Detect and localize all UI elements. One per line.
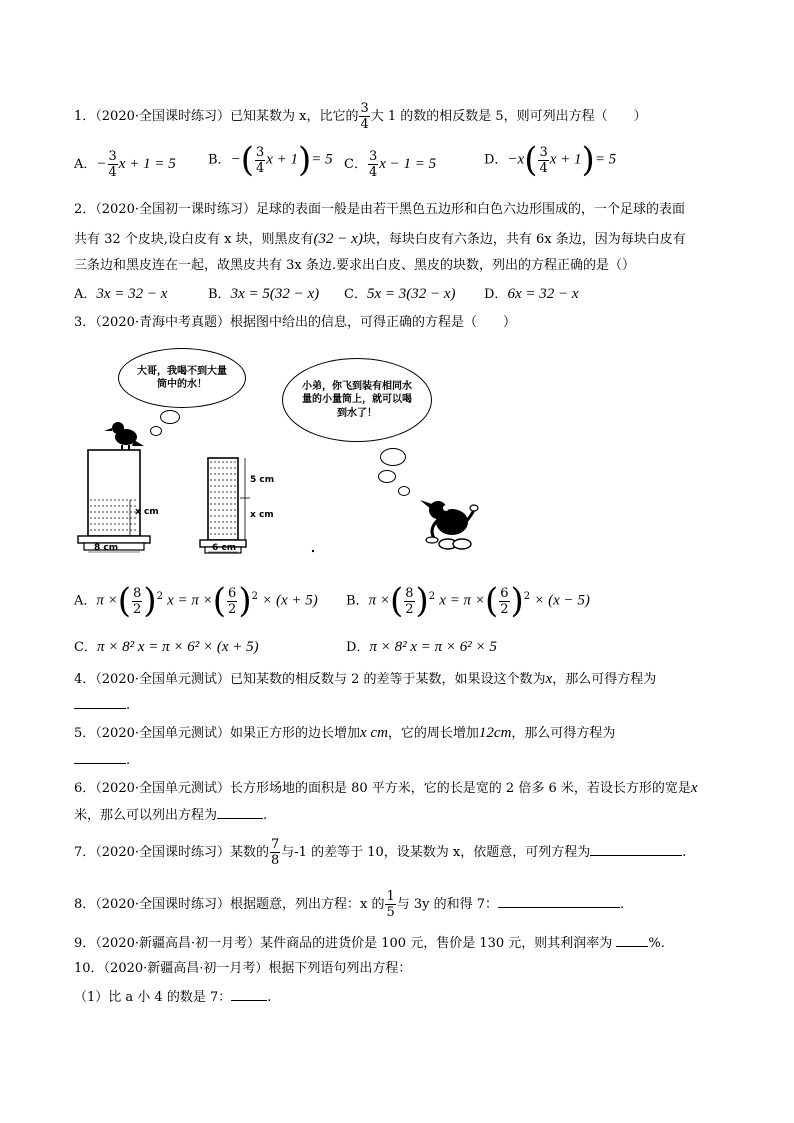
q3-option-d[interactable]: D．π × 8² x = π × 6² × 5 (346, 639, 497, 655)
q7-blank[interactable] (590, 843, 682, 856)
q10-sub1: （1）比 a 小 4 的数是 7： . (74, 990, 272, 1005)
q2-line1: 2．（2020·全国初一课时练习）足球的表面一般是由若干黑色五边形和白色六边形围成的，一个足球的表面 (74, 202, 685, 217)
q1-option-b[interactable]: B．−( $\frac{3}{4}$ x + 1)= 5 (208, 140, 333, 180)
q2-option-a[interactable]: A．3x = 32 − x (74, 286, 168, 302)
crow-icon (104, 422, 144, 450)
tube2-top-label: 5 cm (250, 475, 275, 485)
q1-fraction: $\frac{3}{4}$ (360, 101, 369, 132)
speech-bubble-right: 小弟，你飞到装有相同水量的小量筒上，就可以喝到水了！ (282, 358, 432, 442)
small-cylinder (200, 458, 250, 553)
q5-blank[interactable] (74, 751, 126, 764)
q1-option-a[interactable]: A．− $\frac{3}{4}$ x + 1 = 5 (74, 149, 176, 180)
q2-option-c[interactable]: C．5x = 3(32 − x) (344, 286, 456, 302)
large-cylinder (78, 450, 150, 550)
q4-answer[interactable]: . (74, 696, 130, 714)
q5-stem: 5．（2020·全国单元测试）如果正方形的边长增加x cm，它的周长增加12cm，那么可得方程为 (74, 725, 616, 741)
q6-line2: 米，那么可以列出方程为 . (74, 808, 268, 823)
q2-line3: 三条边和黑皮连在一起，故黑皮共有 3x 条边.要求出白皮、黑皮的块数，列出的方程正确的是（） (74, 258, 636, 273)
q4-stem: 4．（2020·全国单元测试）已知某数的相反数与 2 的差等于某数，如果设这个数为x，那么可得方程为 (74, 671, 657, 687)
q10-blank[interactable] (231, 988, 267, 1001)
tube1-height-label: x cm (135, 507, 159, 517)
q2-option-d[interactable]: D．6x = 32 − x (484, 286, 579, 302)
q1-option-c[interactable]: C． $\frac{3}{4}$ x − 1 = 5 (344, 149, 437, 180)
crow-big-icon (420, 500, 478, 549)
q9-blank[interactable] (616, 934, 648, 947)
q1-option-d[interactable]: D．−x( $\frac{3}{4}$ x + 1)= 5 (484, 140, 617, 180)
q2-line2: 共有 32 个皮块,设白皮有 x 块，则黑皮有(32 − x)块，每块白皮有六条边，共有 6x 条边，因为每块白皮有 (74, 231, 686, 247)
q1-stem: 1．（2020·全国课时练习）已知某数为 x，比它的 $\frac{3}{4}$ 大 1 的数的相反数是 5，则可列出方程（ ） (74, 101, 647, 132)
tube1-width-label: 8 cm (94, 543, 119, 553)
q6-stem: 6．（2020·全国单元测试）长方形场地的面积是 80 平方米，它的长是宽的 2 倍多 6 米，若设长方形的宽是x (74, 780, 698, 796)
q8-stem: 8．（2020·全国课时练习）根据题意，列出方程：x 的 $\frac{1}{5}$ 与 3y 的和得 7： . (74, 889, 625, 920)
q5-answer[interactable]: . (74, 751, 130, 769)
q8-blank[interactable] (498, 895, 620, 908)
q3-stem: 3．（2020·青海中考真题）根据图中给出的信息，可得正确的方程是（ ） (74, 315, 516, 330)
q9-stem: 9．（2020·新疆高昌·初一月考）某件商品的进货价是 100 元，售价是 130 元，则其利润率为 %. (74, 936, 665, 951)
tube2-width-label: 6 cm (212, 543, 237, 553)
q3-option-a[interactable]: A．π ×( $\frac{8}{2}$ )$^2$ x = π ×( $\frac{6}{2}$ )$^2$ × (x + 5) (74, 581, 318, 621)
q2-option-b[interactable]: B．3x = 5(32 − x) (208, 286, 320, 302)
q6-blank[interactable] (217, 806, 263, 819)
tube2-height-label: x cm (250, 510, 274, 520)
q7-stem: 7．（2020·全国课时练习）某数的 $\frac{7}{8}$ 与-1 的差等于 10，设某数为 x，依题意，可列方程为 . (74, 837, 687, 868)
q4-blank[interactable] (74, 696, 126, 709)
q3-option-c[interactable]: C．π × 8² x = π × 6² × (x + 5) (74, 639, 259, 655)
q10-stem: 10．（2020·新疆高昌·初一月考）根据下列语句列出方程： (74, 961, 412, 976)
q3-option-b[interactable]: B．π ×( $\frac{8}{2}$ )$^2$ x = π ×( $\frac{6}{2}$ )$^2$ × (x − 5) (346, 581, 590, 621)
speech-bubble-left: 大哥，我喝不到大量筒中的水！ (118, 348, 246, 408)
